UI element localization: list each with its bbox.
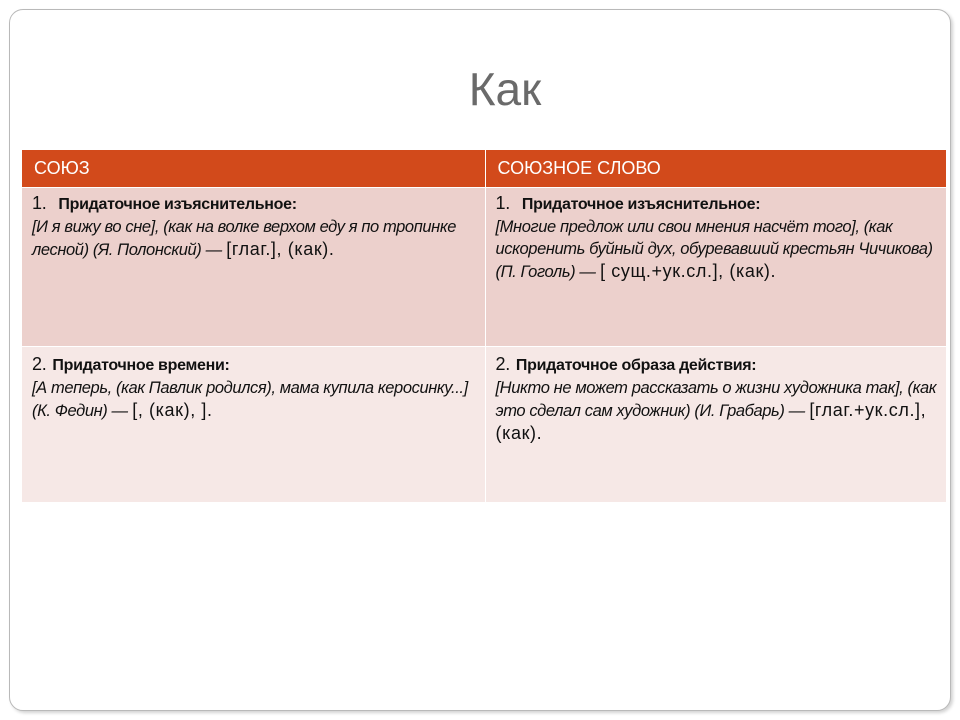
grammar-table [22, 150, 946, 502]
table-cell [22, 188, 485, 347]
table-header-row [22, 150, 946, 188]
clause-type: Придаточное изъяснительное: [58, 196, 297, 213]
table-cell [22, 347, 485, 503]
table-row [22, 347, 946, 503]
table-row [22, 188, 946, 347]
item-number: 2. [32, 354, 47, 374]
table-cell [485, 347, 946, 503]
header-conjunction: СОЮЗ [22, 150, 485, 188]
clause-type: Придаточное времени: [52, 357, 230, 374]
sentence-scheme: [ сущ.+ук.сл.], (как). [600, 261, 777, 281]
header-conjunctive-word: СОЮЗНОЕ СЛОВО [485, 150, 946, 188]
example-block [496, 377, 939, 445]
example-block [32, 216, 477, 261]
table-cell [485, 188, 946, 347]
cell-heading-line [496, 192, 939, 216]
example-sentence: [Многие предлож или свои мнения насчёт того], (как искоренить буйный дух, обуревавший крестьян Чичикова) (П. Гоголь) — [495, 218, 933, 281]
item-number: 1. [32, 193, 47, 213]
cell-heading-line [32, 353, 477, 377]
slide-title: Как [468, 63, 542, 115]
sentence-scheme: [глаг.], (как). [226, 239, 335, 259]
item-number: 2. [495, 354, 510, 374]
example-sentence: [А теперь, (как Павлик родился), мама купила керосинку...] (К. Федин) — [32, 379, 468, 420]
example-sentence: [И я вижу во сне], (как на волке верхом еду я по тропинке лесной) (Я. Полонский) — [32, 218, 457, 259]
clause-type: Придаточное изъяснительное: [521, 196, 761, 213]
example-block [496, 216, 939, 283]
example-sentence: [Никто не может рассказать о жизни художника так], (как это сделал сам художник) (И. Грабарь) — [495, 379, 937, 420]
sentence-scheme: [, (как), ]. [132, 400, 213, 420]
item-number: 1. [495, 193, 510, 213]
cell-heading-line [32, 192, 477, 216]
clause-type: Придаточное образа действия: [515, 357, 757, 374]
example-block [32, 377, 477, 422]
sentence-scheme: [глаг.+ук.сл.], (как). [495, 400, 927, 443]
cell-heading-line [496, 353, 939, 377]
